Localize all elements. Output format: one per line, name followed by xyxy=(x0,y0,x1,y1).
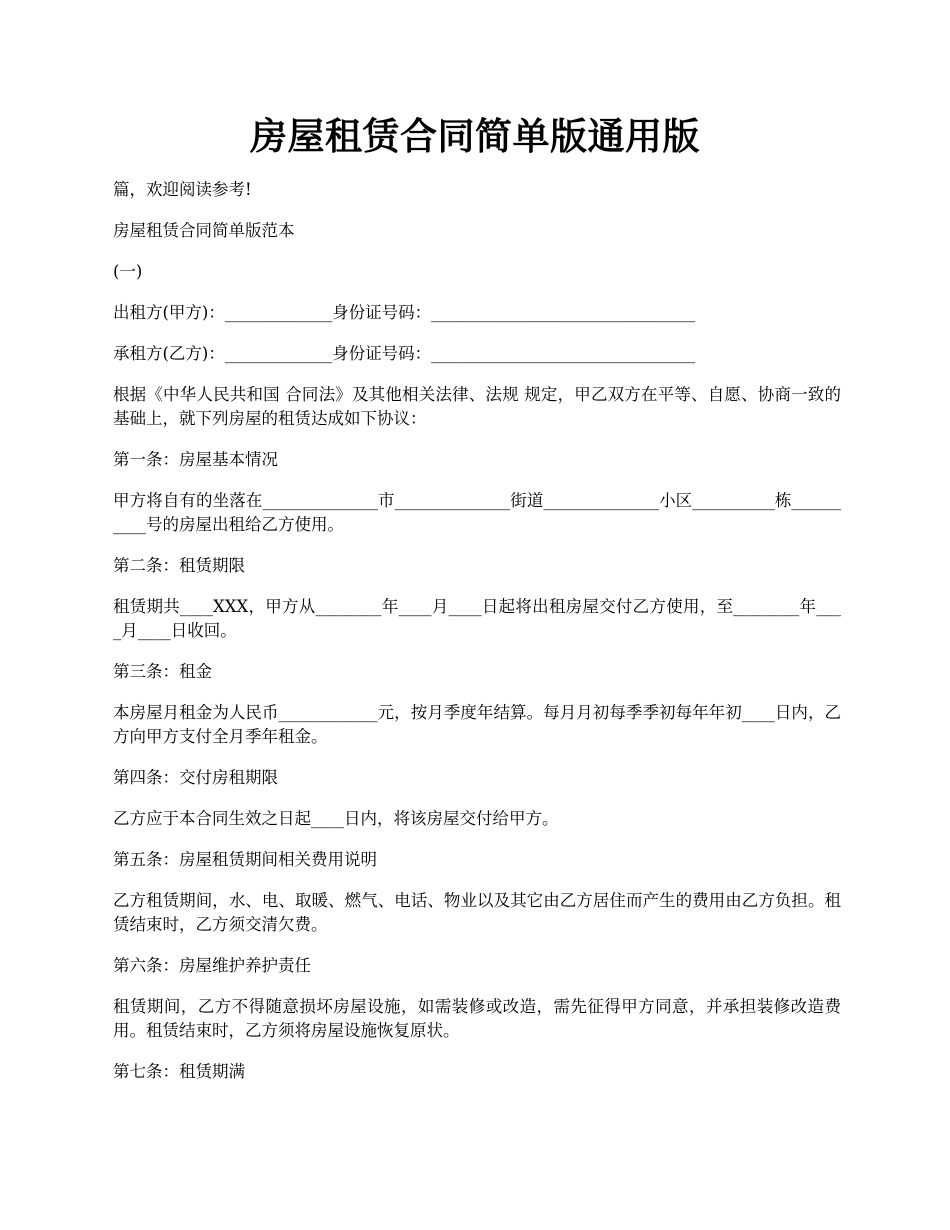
clause-body-2: 租赁期共____XXX，甲方从________年____月____日起将出租房屋交付乙方使用，至________年____月____日收回。 xyxy=(113,597,841,640)
document-body xyxy=(113,178,841,1101)
paragraph-lessee: 承租方(乙方)：_____________身份证号码：________________________________ xyxy=(113,344,696,363)
clause-body-5: 乙方租赁期间，水、电、取暖、燃气、电话、物业以及其它由乙方居住而产生的费用由乙方负担。租赁结束时，乙方须交清欠费。 xyxy=(113,891,841,934)
document-title: 房屋租赁合同简单版通用版 xyxy=(250,114,700,158)
clause-body-1: 甲方将自有的坐落在______________市______________街道______________小区__________栋__________号的房屋出租给乙方使用。 xyxy=(113,491,841,534)
clause-heading-5: 第五条：房屋租赁期间相关费用说明 xyxy=(113,850,377,869)
paragraph-preamble: 根据《中华人民共和国 合同法》及其他相关法律、法规 规定，甲乙双方在平等、自愿、协商一致的基础上，就下列房屋的租赁达成如下协议： xyxy=(113,385,841,428)
clause-body-4: 乙方应于本合同生效之日起____日内，将该房屋交付给甲方。 xyxy=(113,809,559,828)
paragraph-intro: 篇，欢迎阅读参考! xyxy=(113,180,252,199)
clause-body-6: 租赁期间，乙方不得随意损坏房屋设施，如需装修或改造，需先征得甲方同意，并承担装修改造费用。租赁结束时，乙方须将房屋设施恢复原状。 xyxy=(113,997,841,1040)
clause-heading-2: 第二条：租赁期限 xyxy=(113,556,245,575)
clause-body-3: 本房屋月租金为人民币____________元，按月季度年结算。每月月初每季季初每年年初____日内，乙方向甲方支付全月季年租金。 xyxy=(113,703,841,746)
paragraph-subtitle: 房屋租赁合同简单版范本 xyxy=(113,221,295,240)
paragraph-lessor: 出租方(甲方)：_____________身份证号码：________________________________ xyxy=(113,303,696,322)
clause-heading-6: 第六条：房屋维护养护责任 xyxy=(113,956,311,975)
clause-heading-3: 第三条：租金 xyxy=(113,662,212,681)
paragraph-section-number: (一) xyxy=(113,262,143,281)
clause-heading-7: 第七条：租赁期满 xyxy=(113,1062,245,1081)
clause-heading-4: 第四条：交付房租期限 xyxy=(113,768,278,787)
clause-heading-1: 第一条：房屋基本情况 xyxy=(113,450,278,469)
